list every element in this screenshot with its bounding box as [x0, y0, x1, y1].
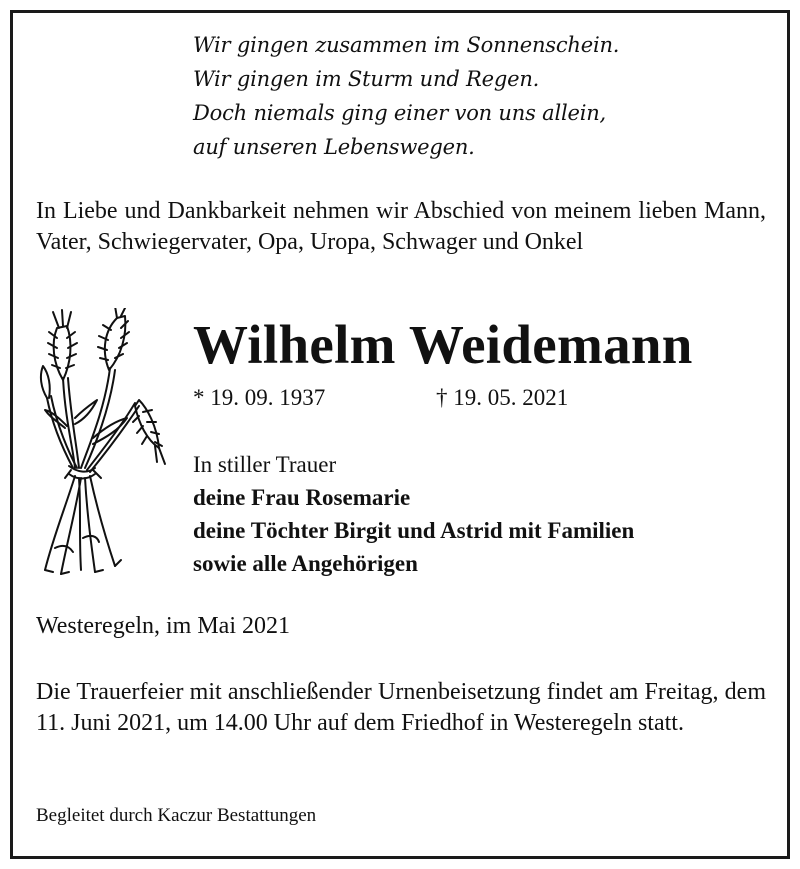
mourner-line: deine Frau Rosemarie: [193, 485, 411, 510]
poem-line: Doch niemals ging einer von uns allein,: [193, 101, 607, 125]
service-info: Die Trauerfeier mit anschließender Urnenbeisetzung findet am Freitag, dem 11. Juni 2021, um 14.00 Uhr auf dem Friedhof in Westeregeln statt.: [36, 679, 766, 736]
death-date: † 19. 05. 2021: [436, 385, 569, 410]
poem-line: Wir gingen im Sturm und Regen.: [193, 67, 540, 91]
deceased-name: Wilhelm Weidemann: [193, 314, 693, 375]
place-date: Westeregeln, im Mai 2021: [36, 613, 291, 639]
undertaker-note: Begleitet durch Kaczur Bestattungen: [36, 805, 317, 826]
life-dates: [193, 383, 569, 413]
intro-text: In Liebe und Dankbarkeit nehmen wir Abschied von meinem lieben Mann, Vater, Schwiegervater, Opa, Uropa, Schwager und Onkel: [36, 198, 766, 255]
poem: [193, 28, 619, 164]
mourners-intro: In stiller Trauer: [193, 452, 337, 477]
mourner-line: sowie alle Angehörigen: [193, 551, 418, 576]
mourners: [193, 448, 634, 580]
poem-line: Wir gingen zusammen im Sonnenschein.: [193, 33, 620, 57]
mourner-line: deine Töchter Birgit und Astrid mit Familien: [193, 518, 635, 543]
wheat-sheaf-icon: [35, 308, 167, 578]
birth-date: * 19. 09. 1937: [193, 385, 326, 410]
poem-line: auf unseren Lebenswegen.: [193, 135, 475, 159]
